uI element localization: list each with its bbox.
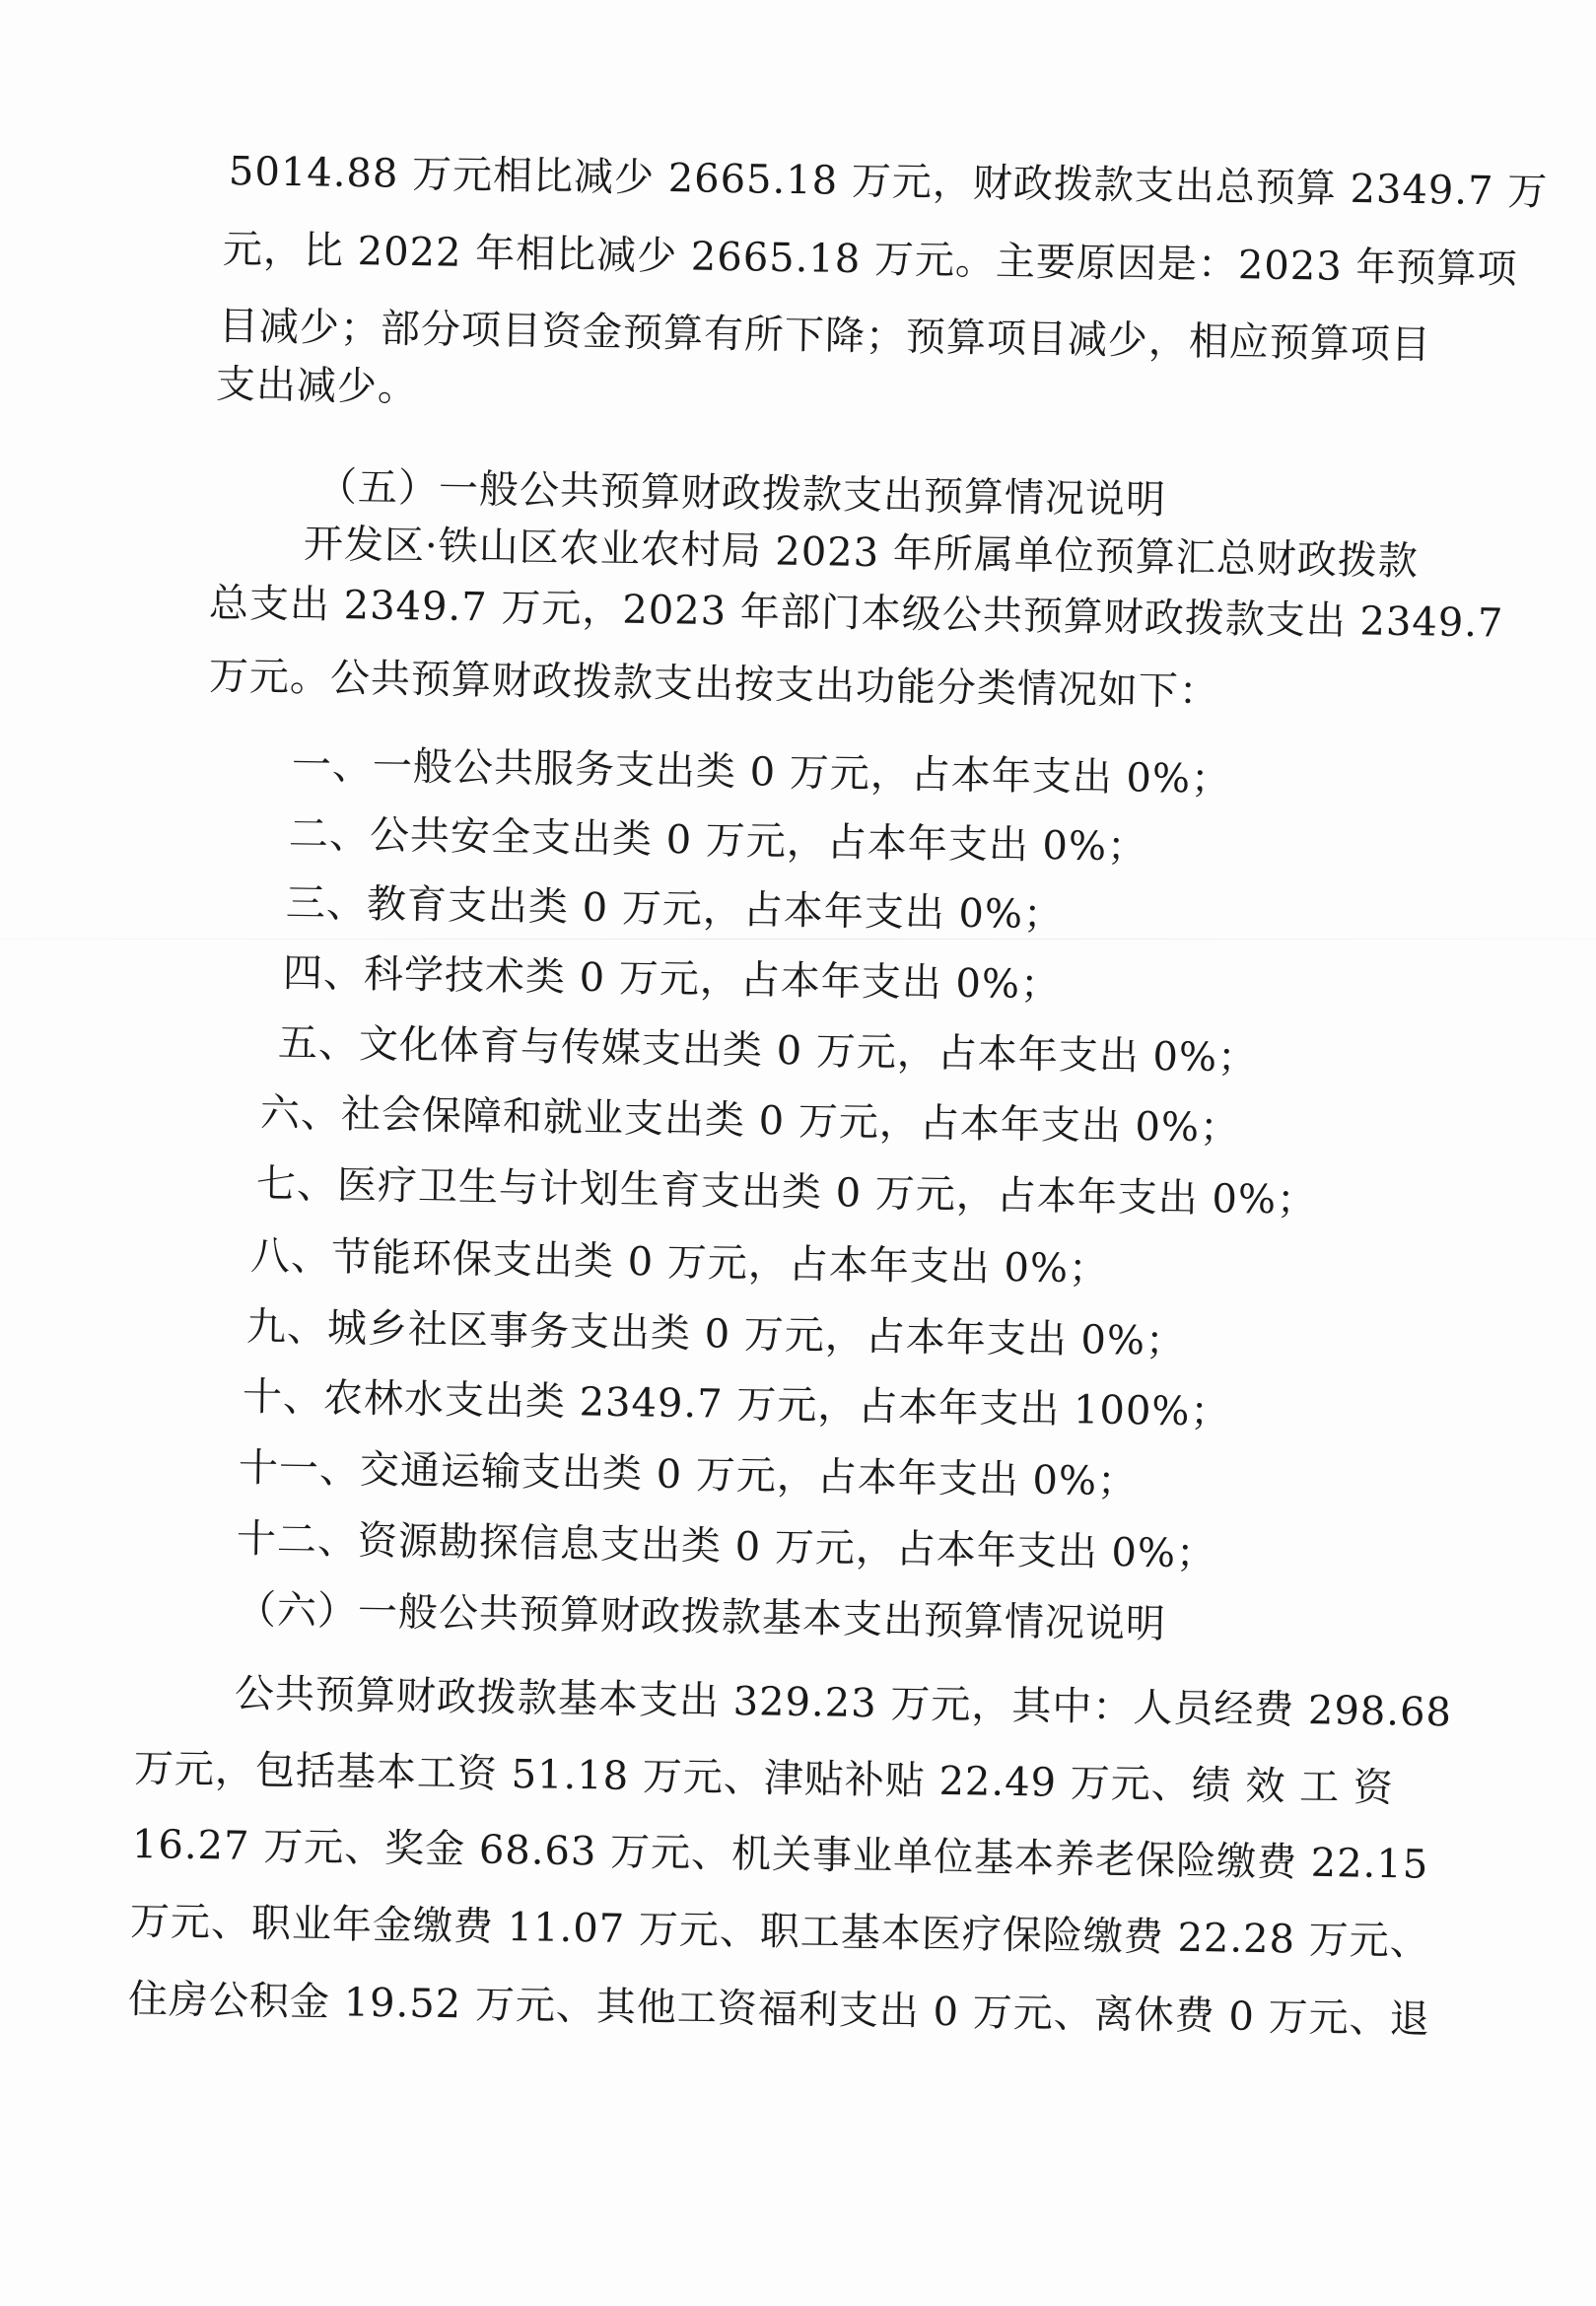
- intro-line-1: 5014.88 万元相比减少 2665.18 万元，财政拨款支出总预算 2349.7 万: [228, 149, 1549, 216]
- expense-item-12: 十二、资源勘探信息支出类 0 万元，占本年支出 0%；: [236, 1516, 1217, 1577]
- expense-item-11: 十一、交通运输支出类 0 万元，占本年支出 0%；: [238, 1445, 1139, 1505]
- section-five-body-line-2: 总支出 2349.7 万元，2023 年部门本级公共预算财政拨款支出 2349.7: [208, 581, 1504, 647]
- intro-line-4: 支出减少。: [215, 362, 419, 411]
- section-six-body-line-3: 16.27 万元、奖金 68.63 万元、机关事业单位基本养老保险缴费 22.15: [131, 1822, 1429, 1888]
- section-six-heading: （六）一般公共预算财政拨款基本支出预算情况说明: [236, 1587, 1167, 1647]
- section-six-body-line-4: 万元、职业年金缴费 11.07 万元、职工基本医疗保险缴费 22.28 万元、: [129, 1899, 1431, 1965]
- section-five-body-line-3: 万元。公共预算财政拨款支出按支出功能分类情况如下：: [208, 654, 1220, 716]
- expense-item-3: 三、教育支出类 0 万元，占本年支出 0%；: [285, 880, 1065, 939]
- expense-item-1: 一、一般公共服务支出类 0 万元，占本年支出 0%；: [291, 742, 1232, 803]
- section-six-body-line-2: 万元，包括基本工资 51.18 万元、津贴补贴 22.49 万元、绩 效 工 资: [133, 1746, 1395, 1812]
- expense-item-2: 二、公共安全支出类 0 万元，占本年支出 0%；: [288, 811, 1148, 871]
- intro-line-2: 元，比 2022 年相比减少 2665.18 万元。主要原因是：2023 年预算项: [222, 227, 1518, 293]
- expense-item-5: 五、文化体育与传媒支出类 0 万元，占本年支出 0%；: [277, 1020, 1259, 1082]
- section-six-body-line-1: 公共预算财政拨款基本支出 329.23 万元，其中：人员经费 298.68: [234, 1671, 1453, 1736]
- section-five-heading: （五）一般公共预算财政拨款支出预算情况说明: [316, 464, 1167, 524]
- expense-item-10: 十、农林水支出类 2349.7 万元，占本年支出 100%；: [242, 1374, 1231, 1435]
- scan-crease: [0, 939, 1596, 940]
- expense-item-7: 七、医疗卫生与计划生育支出类 0 万元，占本年支出 0%；: [255, 1161, 1318, 1223]
- section-five-body-line-1: 开发区·铁山区农业农村局 2023 年所属单位预算汇总财政拨款: [303, 522, 1420, 585]
- section-six-body-line-5: 住房公积金 19.52 万元、其他工资福利支出 0 万元、离休费 0 万元、退: [127, 1977, 1430, 2043]
- expense-item-8: 八、节能环保支出类 0 万元，占本年支出 0%；: [249, 1233, 1110, 1293]
- expense-item-9: 九、城乡社区事务支出类 0 万元，占本年支出 0%；: [245, 1304, 1187, 1364]
- expense-item-4: 四、科学技术类 0 万元，占本年支出 0%；: [282, 950, 1062, 1009]
- intro-line-3: 目减少；部分项目资金预算有所下降；预算项目减少，相应预算项目: [218, 304, 1432, 369]
- expense-item-6: 六、社会保障和就业支出类 0 万元，占本年支出 0%；: [259, 1090, 1241, 1152]
